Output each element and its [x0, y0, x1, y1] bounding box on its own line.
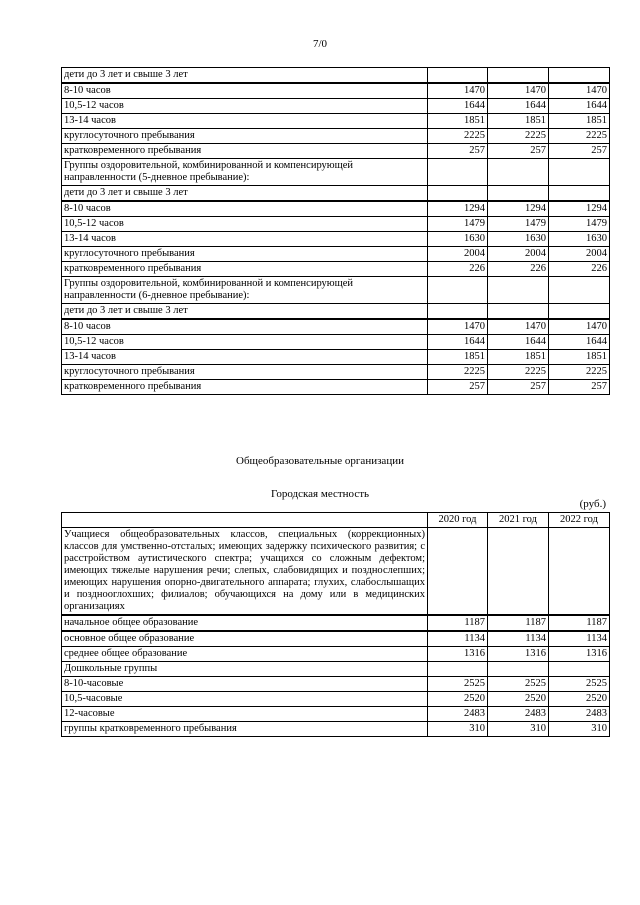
- value-cell-2020: 2225: [428, 129, 488, 144]
- value-cell-2020: 2483: [428, 707, 488, 722]
- row-label: основное общее образование: [62, 631, 428, 647]
- table-row: [62, 631, 610, 647]
- row-label: 13-14 часов: [62, 350, 428, 365]
- table-row: [62, 304, 610, 320]
- row-label: 8-10 часов: [62, 319, 428, 335]
- value-cell-2020: 2520: [428, 692, 488, 707]
- table-row: [62, 365, 610, 380]
- table-row: [62, 144, 610, 159]
- row-label: Группы оздоровительной, комбинированной и компенсирующей направленности (5-дневное пребывание):: [62, 159, 428, 186]
- table-row: [62, 722, 610, 737]
- value-cell-2021: 310: [488, 722, 549, 737]
- table-row: [62, 615, 610, 631]
- table-row: [62, 129, 610, 144]
- value-cell-2022: 257: [549, 380, 610, 395]
- table-row: [62, 380, 610, 395]
- table-row: [62, 335, 610, 350]
- value-cell-2020: 1187: [428, 615, 488, 631]
- value-cell-2022: 1630: [549, 232, 610, 247]
- table-row: [62, 217, 610, 232]
- value-cell-2022: 2483: [549, 707, 610, 722]
- table-row: [62, 201, 610, 217]
- header-cell-2020: 2020 год: [428, 513, 488, 528]
- header-cell-label: [62, 513, 428, 528]
- table-row: [62, 350, 610, 365]
- row-label: начальное общее образование: [62, 615, 428, 631]
- value-cell-2021: 1630: [488, 232, 549, 247]
- table-row: [62, 186, 610, 202]
- value-cell-2020: 257: [428, 380, 488, 395]
- value-cell-2021: [488, 277, 549, 304]
- value-cell-2020: 2004: [428, 247, 488, 262]
- page-number: 7/0: [312, 38, 328, 50]
- value-cell-2021: 1187: [488, 615, 549, 631]
- header-row: [62, 513, 610, 528]
- row-label: дети до 3 лет и свыше 3 лет: [62, 186, 428, 202]
- row-label: 13-14 часов: [62, 114, 428, 129]
- row-label: дети до 3 лет и свыше 3 лет: [62, 304, 428, 320]
- value-cell-2022: [549, 186, 610, 202]
- value-cell-2020: [428, 277, 488, 304]
- row-label: 8-10-часовые: [62, 677, 428, 692]
- section-title: Общеобразовательные организации: [236, 455, 404, 467]
- row-label: 12-часовые: [62, 707, 428, 722]
- value-cell-2021: 1294: [488, 201, 549, 217]
- table-row: [62, 232, 610, 247]
- table-row: [62, 262, 610, 277]
- table-row: [62, 277, 610, 304]
- table-row: [62, 247, 610, 262]
- value-cell-2021: 2004: [488, 247, 549, 262]
- value-cell-2022: 1470: [549, 319, 610, 335]
- value-cell-2022: 1187: [549, 615, 610, 631]
- table-row: [62, 114, 610, 129]
- value-cell-2022: 2004: [549, 247, 610, 262]
- value-cell-2021: [488, 662, 549, 677]
- value-cell-2022: 1479: [549, 217, 610, 232]
- value-cell-2020: 1644: [428, 99, 488, 114]
- value-cell-2020: 1644: [428, 335, 488, 350]
- row-label: круглосуточного пребывания: [62, 365, 428, 380]
- value-cell-2021: 1470: [488, 319, 549, 335]
- intro-row: [62, 528, 610, 616]
- row-label: 10,5-12 часов: [62, 217, 428, 232]
- value-cell-2022: 257: [549, 144, 610, 159]
- row-label: 10,5-12 часов: [62, 99, 428, 114]
- row-label: группы кратковременного пребывания: [62, 722, 428, 737]
- value-cell-2021: [488, 186, 549, 202]
- table-row: [62, 319, 610, 335]
- value-cell-2020: 1851: [428, 114, 488, 129]
- value-cell-2020: 2225: [428, 365, 488, 380]
- row-label: среднее общее образование: [62, 647, 428, 662]
- value-cell-2021: [488, 159, 549, 186]
- value-cell-2022: 1644: [549, 335, 610, 350]
- value-cell-2022: [549, 277, 610, 304]
- value-cell-2021: [488, 304, 549, 320]
- value-cell-2020: [428, 186, 488, 202]
- table-row: [62, 647, 610, 662]
- value-cell-2022: 1851: [549, 350, 610, 365]
- row-label: круглосуточного пребывания: [62, 247, 428, 262]
- value-cell-2022: [549, 68, 610, 84]
- intro-cell: Учащиеся общеобразовательных классов, специальных (коррекционных) классов для умственно-отсталых; имеющих задержку психического развития; с расстройством аутистического спектра; учащихся со сложным дефектом; имеющих тяжелые нарушения речи; слепых, слабовидящих и позднослепших; имеющих нарушения опорно-двигательного аппарата; глухих, слабослышащих и позднооглохших; филиалов; обучающихся на дому или в медицинских организациях: [62, 528, 428, 616]
- value-cell-2020: 1134: [428, 631, 488, 647]
- value-cell-2021: 1851: [488, 114, 549, 129]
- value-cell-2021: 1479: [488, 217, 549, 232]
- value-cell-2022: 2225: [549, 129, 610, 144]
- value-cell-2020: [428, 68, 488, 84]
- header-cell-2022: 2022 год: [549, 513, 610, 528]
- table-row: [62, 692, 610, 707]
- value-cell-2020: 1630: [428, 232, 488, 247]
- table-row: [62, 83, 610, 99]
- row-label: дети до 3 лет и свыше 3 лет: [62, 68, 428, 84]
- value-cell-2022: 2525: [549, 677, 610, 692]
- value-cell-2021: 1644: [488, 99, 549, 114]
- row-label: кратковременного пребывания: [62, 262, 428, 277]
- value-cell-2022: [549, 304, 610, 320]
- subsection-title: Городская местность: [270, 488, 370, 500]
- value-cell-2022: 1644: [549, 99, 610, 114]
- value-cell-2020: 310: [428, 722, 488, 737]
- value-cell-2020: 1470: [428, 319, 488, 335]
- value-cell-2022: 1470: [549, 83, 610, 99]
- row-label: 8-10 часов: [62, 83, 428, 99]
- tariff-table-schools: [61, 512, 610, 737]
- value-cell-2020: [428, 662, 488, 677]
- table-row: [62, 677, 610, 692]
- row-label: 8-10 часов: [62, 201, 428, 217]
- header-cell-2021: 2021 год: [488, 513, 549, 528]
- value-cell-2022: [549, 662, 610, 677]
- empty-cell: [428, 528, 488, 616]
- row-label: круглосуточного пребывания: [62, 129, 428, 144]
- value-cell-2020: 257: [428, 144, 488, 159]
- value-cell-2020: 1851: [428, 350, 488, 365]
- value-cell-2022: 1851: [549, 114, 610, 129]
- value-cell-2021: 2483: [488, 707, 549, 722]
- currency-unit: (руб.): [579, 498, 606, 510]
- value-cell-2021: 226: [488, 262, 549, 277]
- value-cell-2020: 1316: [428, 647, 488, 662]
- value-cell-2021: 257: [488, 380, 549, 395]
- value-cell-2021: 2225: [488, 365, 549, 380]
- value-cell-2022: 1316: [549, 647, 610, 662]
- value-cell-2021: 2520: [488, 692, 549, 707]
- value-cell-2022: 1134: [549, 631, 610, 647]
- empty-cell: [488, 528, 549, 616]
- value-cell-2020: [428, 304, 488, 320]
- value-cell-2022: 2225: [549, 365, 610, 380]
- value-cell-2020: 1294: [428, 201, 488, 217]
- row-label: 13-14 часов: [62, 232, 428, 247]
- value-cell-2021: 1851: [488, 350, 549, 365]
- table-row: [62, 662, 610, 677]
- value-cell-2022: 226: [549, 262, 610, 277]
- table-row: [62, 99, 610, 114]
- table-row: [62, 68, 610, 84]
- value-cell-2020: 226: [428, 262, 488, 277]
- row-label: 10,5-12 часов: [62, 335, 428, 350]
- value-cell-2022: 310: [549, 722, 610, 737]
- empty-cell: [549, 528, 610, 616]
- value-cell-2021: 1316: [488, 647, 549, 662]
- value-cell-2021: 257: [488, 144, 549, 159]
- table-row: [62, 707, 610, 722]
- value-cell-2020: 2525: [428, 677, 488, 692]
- value-cell-2022: [549, 159, 610, 186]
- value-cell-2021: [488, 68, 549, 84]
- value-cell-2020: 1470: [428, 83, 488, 99]
- tariff-table-preschool: [61, 67, 610, 395]
- table-row: [62, 159, 610, 186]
- value-cell-2021: 1644: [488, 335, 549, 350]
- value-cell-2021: 1134: [488, 631, 549, 647]
- value-cell-2022: 1294: [549, 201, 610, 217]
- value-cell-2020: 1479: [428, 217, 488, 232]
- value-cell-2021: 2525: [488, 677, 549, 692]
- row-label: Дошкольные группы: [62, 662, 428, 677]
- row-label: Группы оздоровительной, комбинированной и компенсирующей направленности (6-дневное пребывание):: [62, 277, 428, 304]
- row-label: кратковременного пребывания: [62, 144, 428, 159]
- value-cell-2020: [428, 159, 488, 186]
- value-cell-2022: 2520: [549, 692, 610, 707]
- row-label: 10,5-часовые: [62, 692, 428, 707]
- row-label: кратковременного пребывания: [62, 380, 428, 395]
- value-cell-2021: 2225: [488, 129, 549, 144]
- value-cell-2021: 1470: [488, 83, 549, 99]
